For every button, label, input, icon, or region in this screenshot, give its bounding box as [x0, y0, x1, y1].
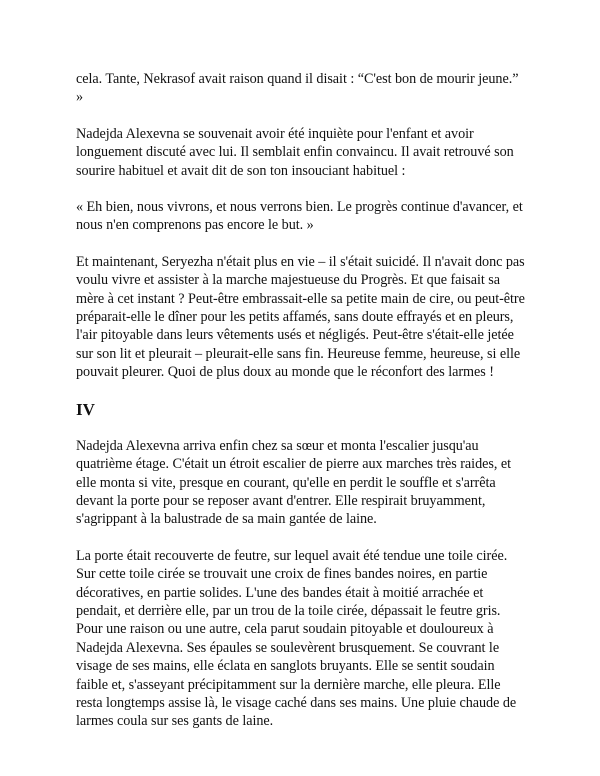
- paragraph: La porte était recouverte de feutre, sur lequel avait été tendue une toile cirée. Sur cette toile cirée se trouvait une croix de fines bandes noires, en partie décoratives, en partie solides. L'une des bandes était à moitié arrachée et pendait, et derrière elle, par un trou de la toile cirée, dépassait le feutre gris. Pour une raison ou une autre, cela parut soudain pitoyable et douloureux à Nadejda Alexevna. Ses épaules se soulevèrent brusquement. Se couvrant le visage de ses mains, elle éclata en sanglots bruyants. Elle se sentit soudain faible et, s'asseyant précipitamment sur la dernière marche, elle pleura. Elle resta longtemps assise là, le visage caché dans ses mains. Une pluie chaude de larmes coula sur ses gants de laine.: [76, 547, 517, 730]
- document-page: [76, 70, 528, 749]
- paragraph: « Eh bien, nous vivrons, et nous verrons bien. Le progrès continue d'avancer, et nous n'en comprenons pas encore le but. »: [76, 199, 523, 234]
- paragraph: cela. Tante, Nekrasof avait raison quand il disait : “C'est bon de mourir jeune.” »: [76, 71, 519, 106]
- paragraph: Et maintenant, Seryezha n'était plus en vie – il s'était suicidé. Il n'avait donc pas voulu vivre et assister à la marche majestueuse du Progrès. Et que faisait sa mère à cet instant ? Peut-être embrassait-elle sa petite main de cire, ou peut-être préparait-elle le dîner pour les petits affamés, sans doute effrayés et en pleurs, l'air pitoyable dans leurs vêtements usés et négligés. Peut-être s'était-elle jetée sur son lit et pleurait – pleurait-elle sans fin. Heureuse femme, heureuse, si elle pouvait pleurer. Quoi de plus doux au monde que le réconfort des larmes !: [76, 253, 525, 381]
- section-heading: IV: [76, 399, 95, 419]
- paragraph: Nadejda Alexevna arriva enfin chez sa sœur et monta l'escalier jusqu'au quatrième étage. C'était un étroit escalier de pierre aux marches très raides, et elle monta si vite, presque en courant, qu'elle en perdit le souffle et s'arrêta devant la porte pour se reposer avant d'entrer. Elle respirait bruyamment, s'agrippant à la balustrade de sa main gantée de laine.: [76, 437, 511, 528]
- paragraph: Nadejda Alexevna se souvenait avoir été inquiète pour l'enfant et avoir longuement discuté avec lui. Il semblait enfin convaincu. Il avait retrouvé son sourire habituel et avait dit de son ton insouciant habituel :: [76, 125, 514, 179]
